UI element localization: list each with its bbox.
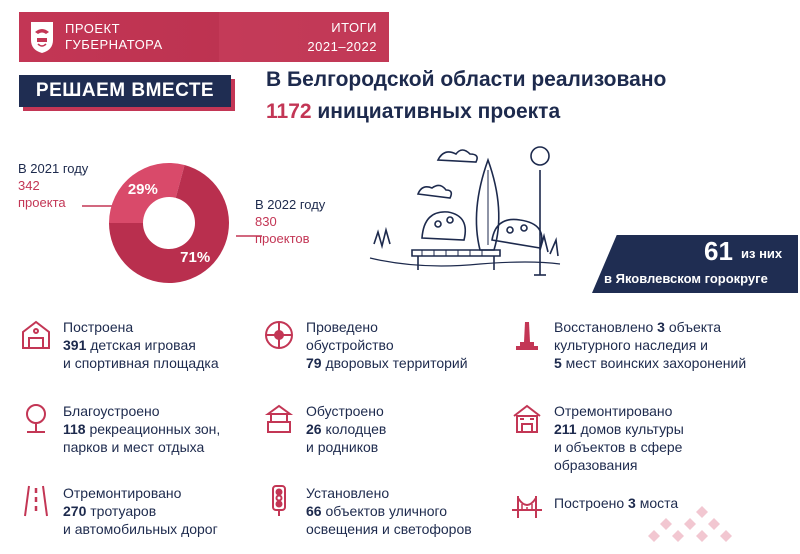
year-2022-title: В 2022 году	[255, 197, 326, 212]
banner-line2: в Яковлевском горокруге	[604, 271, 768, 286]
list-item-traffic-light	[262, 484, 472, 538]
project-line1: ПРОЕКТ	[65, 21, 121, 36]
project-title	[65, 21, 163, 53]
list-item-courtyard	[262, 318, 468, 372]
item-5-number: 211	[554, 421, 577, 437]
item-5-line3: и объектов в сфере	[554, 439, 683, 455]
bush-right	[492, 219, 542, 248]
project-line2: ГУБЕРНАТОРА	[65, 37, 163, 52]
road-icon	[19, 484, 53, 518]
donut-label-2021: 29%	[127, 180, 158, 198]
item-5-rest: домов культуры	[576, 421, 684, 437]
list-item-culture-house	[510, 402, 684, 474]
item-8-number: 3	[628, 495, 636, 511]
together-badge: РЕШАЕМ ВМЕСТЕ	[19, 75, 231, 107]
banner-small: из них	[741, 246, 783, 261]
item-6-rest: тротуаров	[86, 503, 157, 519]
bench	[412, 250, 500, 270]
item-2-rest2: мест воинских захоронений	[561, 355, 747, 371]
item-2-line2: культурного наследия и	[554, 337, 708, 353]
grass	[374, 230, 558, 256]
year-2021-label	[18, 160, 88, 211]
well-icon	[262, 402, 296, 436]
decorative-pattern	[635, 495, 748, 548]
item-0-title: Построена	[63, 319, 134, 335]
list-item-well	[262, 402, 386, 456]
item-4-number: 26	[306, 421, 322, 437]
year-2021-count: 342	[18, 178, 40, 193]
bush-left	[422, 212, 465, 240]
item-6-title: Отремонтировано	[63, 485, 182, 501]
playground-icon	[19, 318, 53, 352]
item-6-number: 270	[63, 503, 87, 519]
item-1-rest: дворовых территорий	[321, 355, 468, 371]
item-8-rest: моста	[635, 495, 679, 511]
park-icon	[19, 402, 53, 436]
bridge-icon	[510, 488, 544, 522]
monument-icon	[510, 318, 544, 352]
traffic-light-icon	[262, 484, 296, 518]
headline-suffix: инициативных проекта	[311, 100, 561, 123]
item-5-title: Отремонтировано	[554, 403, 673, 419]
item-7-line3: освещения и светофоров	[306, 521, 472, 537]
year-2021-unit: проекта	[18, 195, 66, 210]
item-7-number: 66	[306, 503, 322, 519]
item-1-title: Проведено	[306, 319, 378, 335]
year-2022-unit: проектов	[255, 231, 310, 246]
list-item-playground	[19, 318, 219, 372]
cloud-small	[418, 185, 451, 198]
item-3-line3: парков и мест отдыха	[63, 439, 205, 455]
itogi-text: ИТОГИ	[331, 20, 377, 35]
year-2022-count: 830	[255, 214, 277, 229]
item-3-number: 118	[63, 421, 86, 437]
item-5-line4: образования	[554, 457, 638, 473]
list-item-monument	[510, 318, 746, 372]
cloud-left	[438, 150, 477, 162]
courtyard-icon	[262, 318, 296, 352]
park-illustration	[360, 140, 570, 290]
header-bar	[19, 12, 389, 62]
list-item-road	[19, 484, 218, 538]
item-4-title: Обустроено	[306, 403, 384, 419]
headline-line1: В Белгородской области реализовано	[266, 68, 667, 91]
item-3-rest: рекреационных зон,	[85, 421, 221, 437]
results-label	[307, 18, 377, 56]
item-4-rest: колодцев	[321, 421, 387, 437]
item-1-line2: обустройство	[306, 337, 394, 353]
headline-number: 1172	[266, 100, 312, 123]
item-2-title: Восстановлено	[554, 319, 654, 335]
item-0-number: 391	[63, 337, 87, 353]
item-3-title: Благоустроено	[63, 403, 160, 419]
year-2022-label	[255, 196, 325, 247]
lamp-globe	[531, 147, 549, 165]
banner-number: 61	[704, 236, 733, 266]
item-0-line3: и спортивная площадка	[63, 355, 219, 371]
item-2-number: 3	[657, 319, 665, 335]
year-2021-title: В 2021 году	[18, 161, 89, 176]
headline-line2	[266, 100, 560, 124]
item-7-title: Установлено	[306, 485, 390, 501]
projects-donut-chart	[96, 160, 242, 286]
item-7-rest: объектов уличного	[321, 503, 448, 519]
list-item-park	[19, 402, 220, 456]
years-text: 2021–2022	[307, 39, 377, 54]
item-4-line3: и родников	[306, 439, 379, 455]
culture-house-icon	[510, 402, 544, 436]
item-0-rest: детская игровая	[86, 337, 196, 353]
item-8-title: Построено	[554, 495, 629, 511]
coat-of-arms-icon	[29, 20, 55, 54]
item-6-line3: и автомобильных дорог	[63, 521, 218, 537]
item-2-rest: объекта	[664, 319, 722, 335]
item-2-number2: 5	[554, 355, 562, 371]
donut-label-2022: 71%	[180, 249, 211, 267]
item-1-number: 79	[306, 355, 322, 371]
